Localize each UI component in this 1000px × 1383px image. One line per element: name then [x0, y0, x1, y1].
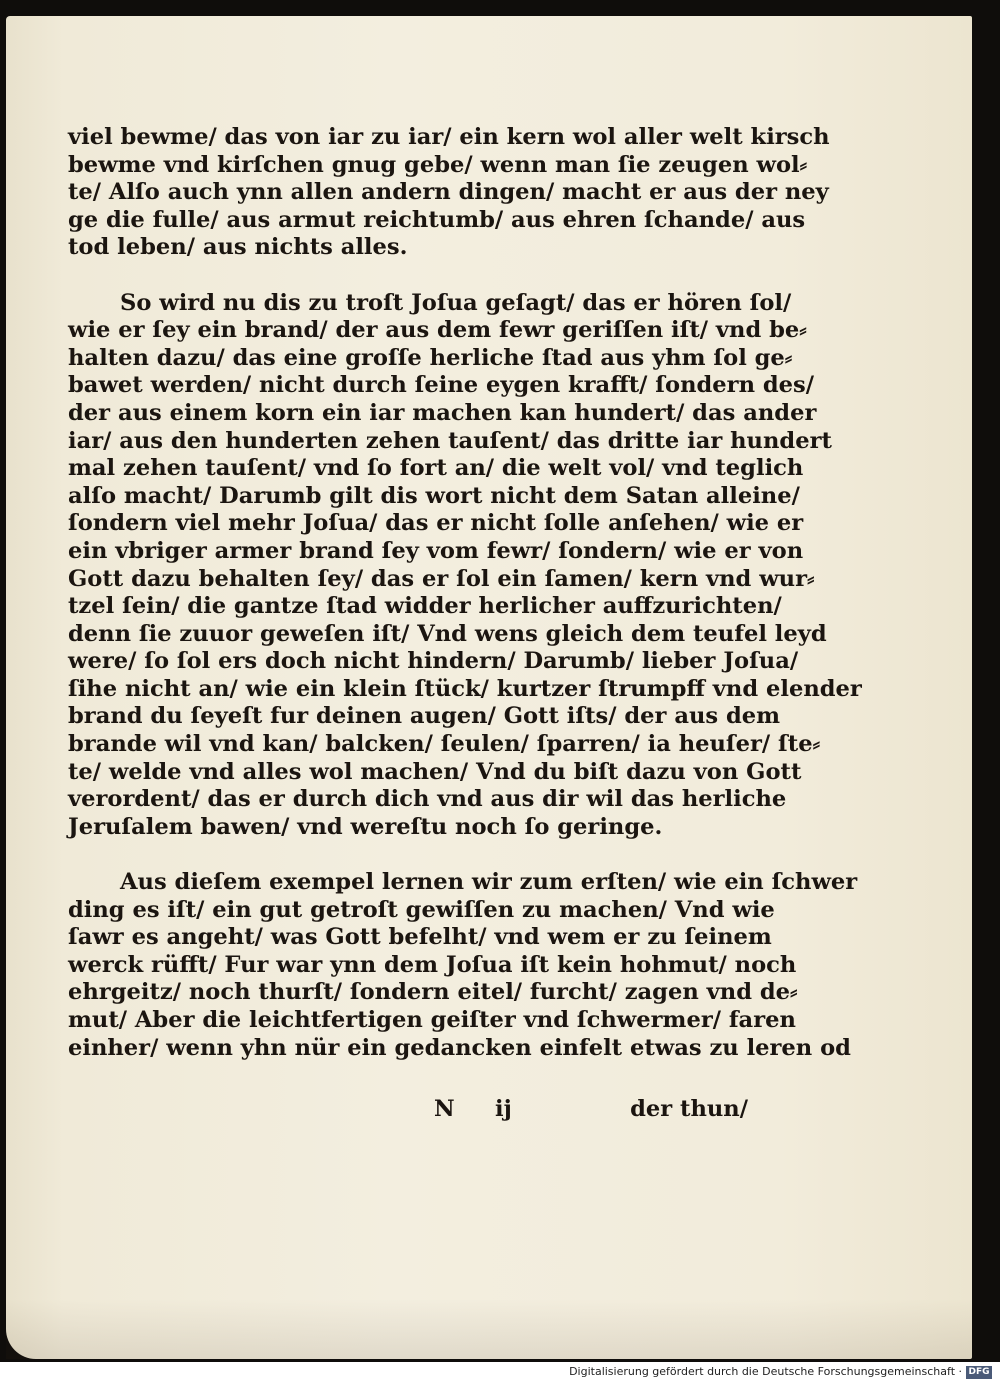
paragraph-3 [68, 869, 858, 1062]
text-line: te/ welde vnd alles wol machen/ Vnd du biſt dazu von Gott [68, 758, 802, 785]
text-line: ſihe nicht an/ wie ein klein ſtück/ kurtzer ſtrumpff vnd elender [68, 675, 862, 702]
text-line: brand du ſeyeſt fur deinen augen/ Gott iſts/ der aus dem [68, 703, 781, 730]
book-page [6, 16, 972, 1359]
text-line: halten dazu/ das eine groſſe herliche ſtad aus yhm ſol ge⸗ [68, 344, 793, 371]
text-line: ding es iſt/ ein gut getroſt gewiſſen zu machen/ Vnd wie [68, 896, 775, 923]
text-line: bewme vnd kirſchen gnug gebe/ wenn man ſie zeugen wol⸗ [68, 151, 808, 178]
text-line: Jeruſalem bawen/ vnd wereſtu noch ſo geringe. [68, 813, 663, 840]
text-line: ſondern viel mehr Joſua/ das er nicht ſolle anſehen/ wie er [68, 510, 804, 537]
text-line: te/ Alſo auch ynn allen andern dingen/ macht er aus der ney [68, 179, 829, 206]
paragraph-1 [68, 124, 830, 262]
signature-mark: N [434, 1096, 455, 1122]
paragraph-2 [68, 289, 862, 842]
text-line: ehrgeitz/ noch thurſt/ ſondern eitel/ furcht/ zagen vnd de⸗ [68, 979, 798, 1006]
text-line: Gott dazu behalten ſey/ das er ſol ein ſamen/ kern vnd wur⸗ [68, 565, 815, 592]
text-line: So wird nu dis zu troſt Joſua geſagt/ das er hören ſol/ [120, 289, 792, 316]
signature-number: ij [495, 1096, 512, 1122]
text-line: tzel ſein/ die gantze ſtad widder herlicher auffzurichten/ [68, 593, 782, 620]
text-line: ein vbriger armer brand ſey vom fewr/ ſondern/ wie er von [68, 537, 804, 564]
text-line: ſawr es angeht/ was Gott befelht/ vnd wem er zu ſeinem [68, 924, 772, 951]
text-line: wie er ſey ein brand/ der aus dem fewr geriſſen iſt/ vnd be⸗ [68, 317, 807, 344]
page-footer [68, 1096, 748, 1126]
catchword: der thun/ [630, 1096, 748, 1122]
text-line: tod leben/ aus nichts alles. [68, 234, 408, 261]
body-text [68, 124, 862, 1062]
text-line: bawet werden/ nicht durch ſeine eygen krafft/ ſondern des/ [68, 372, 815, 399]
text-line: alſo macht/ Darumb gilt dis wort nicht dem Satan alleine/ [68, 482, 800, 509]
text-line: Aus dieſem exempel lernen wir zum erſten/ wie ein ſchwer [120, 869, 858, 896]
text-line: denn ſie zuuor geweſen iſt/ Vnd wens gleich dem teufel leyd [68, 620, 827, 647]
text-line: viel bewme/ das von iar zu iar/ ein kern wol aller welt kirsch [68, 124, 830, 150]
dfg-logo: DFG [966, 1366, 992, 1379]
text-line: ge die fulle/ aus armut reichtumb/ aus ehren ſchande/ aus [68, 206, 806, 233]
text-line: einher/ wenn yhn nür ein gedancken einfelt etwas zu leren od [68, 1034, 851, 1061]
text-line: werck rüfft/ Fur war ynn dem Joſua iſt kein hohmut/ noch [68, 951, 797, 978]
text-line: mut/ Aber die leichtfertigen geiſter vnd ſchwermer/ faren [68, 1007, 796, 1033]
text-line: were/ ſo ſol ers doch nicht hindern/ Darumb/ lieber Joſua/ [68, 648, 799, 675]
funding-bar [0, 1362, 1000, 1383]
funding-notice: Digitalisierung gefördert durch die Deutsche Forschungsgemeinschaft · [569, 1365, 962, 1378]
text-line: brande wil vnd kan/ balcken/ ſeulen/ ſparren/ ia heuſer/ ſte⸗ [68, 731, 821, 758]
text-line: mal zehen tauſent/ vnd ſo fort an/ die welt vol/ vnd teglich [68, 455, 804, 482]
text-line: verordent/ das er durch dich vnd aus dir wil das herliche [68, 786, 787, 813]
text-line: der aus einem korn ein iar machen kan hundert/ das ander [68, 399, 817, 426]
text-line: iar/ aus den hunderten zehen tauſent/ das dritte iar hundert [68, 427, 832, 454]
